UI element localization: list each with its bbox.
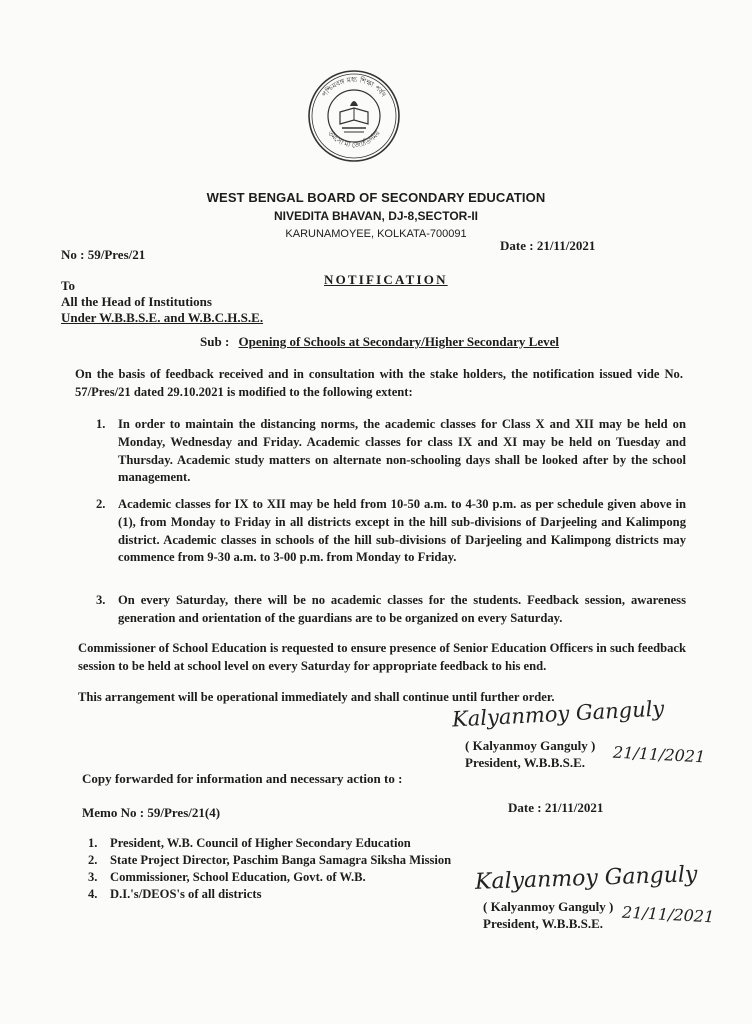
reference-number: No : 59/Pres/21 — [61, 247, 146, 262]
point-2-number: 2. — [96, 497, 106, 511]
recipient-to: To — [61, 278, 75, 293]
point-3-text: On every Saturday, there will be no academic classes for the students. Feedback session, awareness generation and orientation of the guardians are to be organized on every Saturday. — [118, 593, 686, 625]
signature-2-name: ( Kalyanmoy Ganguly ) — [483, 899, 614, 914]
point-1 — [96, 416, 686, 487]
distribution-item: 3. Commissioner, School Education, Govt. of W.B. — [88, 870, 366, 884]
signature-1-name: ( Kalyanmoy Ganguly ) — [465, 738, 596, 753]
intro-paragraph: On the basis of feedback received and in consultation with the stake holders, the notification issued vide No. 57/Pres/21 dated 29.10.2021 is modified to the following extent: — [75, 367, 683, 399]
svg-text:পশ্চিমবঙ্গ মধ্য শিক্ষা পর্ষদ: পশ্চিমবঙ্গ মধ্য শিক্ষা পর্ষদ — [320, 76, 388, 99]
distribution-item: 1. President, W.B. Council of Higher Secondary Education — [88, 836, 411, 850]
distribution-item: 2. State Project Director, Paschim Banga Samagra Siksha Mission — [88, 853, 452, 867]
point-2-text: Academic classes for IX to XII may be held from 10-50 a.m. to 4-30 p.m. as per schedule given above in (1), from Monday to Friday in all districts except in the hill sub-divisions of Darjeeling and Kalimpong district. Academic classes in schools of the hill sub-divisions of Darjeeling and Kalimpong districts may commence from 9-30 a.m. to 3-00 p.m. from Monday to Friday. — [118, 497, 686, 565]
board-address-line1: NIVEDITA BHAVAN, DJ-8,SECTOR-II — [273, 209, 479, 223]
signature-1-title: President, W.B.B.S.E. — [465, 755, 586, 770]
point-1-text: In order to maintain the distancing norms, the academic classes for Class X and XII may be held on Monday, Wednesday and Friday. Academic classes for class IX and XI may be held on Tuesday and Thursday. Academic study matters on alternate non-schooling days shall be looked after by the school management. — [118, 417, 686, 485]
point-1-number: 1. — [96, 417, 106, 431]
copy-forwarded-line: Copy forwarded for information and necessary action to : — [82, 771, 403, 786]
reference-date: Date : 21/11/2021 — [500, 238, 596, 253]
arrangement-paragraph: This arrangement will be operational immediately and shall continue until further order. — [78, 690, 555, 704]
notification-title: NOTIFICATION — [324, 272, 448, 287]
signature-1-handwriting: Kalyanmoy Ganguly — [451, 696, 665, 732]
subject-line — [200, 334, 559, 350]
commissioner-paragraph: Commissioner of School Education is requested to ensure presence of Senior Education Officers in such feedback session to be held at school level on every Saturday for appropriate feedback to his end. — [78, 641, 686, 673]
signature-2-date: 21/11/2021 — [621, 902, 715, 927]
point-2 — [96, 496, 686, 567]
recipient-line1: All the Head of Institutions — [61, 294, 212, 309]
distribution-item: 4. D.I.'s/DEOS's of all districts — [88, 887, 262, 901]
board-seal-logo — [306, 68, 402, 164]
signature-1-block — [465, 737, 595, 771]
svg-text:তমসো মা জ্যোতির্গময়: তমসো মা জ্যোতির্গময় — [326, 129, 382, 150]
signature-1-date: 21/11/2021 — [612, 742, 706, 767]
subject-label: Sub : — [200, 334, 230, 349]
board-address-line2: KARUNAMOYEE, KOLKATA-700091 — [285, 228, 467, 240]
board-name: WEST BENGAL BOARD OF SECONDARY EDUCATION — [206, 190, 546, 205]
signature-2-block — [483, 898, 613, 932]
signature-2-title: President, W.B.B.S.E. — [483, 916, 604, 931]
signature-2-handwriting: Kalyanmoy Ganguly — [474, 862, 698, 895]
distribution-list — [88, 835, 528, 903]
point-3-number: 3. — [96, 593, 106, 607]
point-3 — [96, 592, 686, 628]
recipient-line2: Under W.B.B.S.E. and W.B.C.H.S.E. — [61, 310, 264, 325]
recipient-block — [61, 278, 263, 326]
memo-number: Memo No : 59/Pres/21(4) — [82, 805, 221, 820]
memo-date: Date : 21/11/2021 — [508, 800, 604, 815]
subject-text: Opening of Schools at Secondary/Higher Secondary Level — [238, 334, 559, 349]
